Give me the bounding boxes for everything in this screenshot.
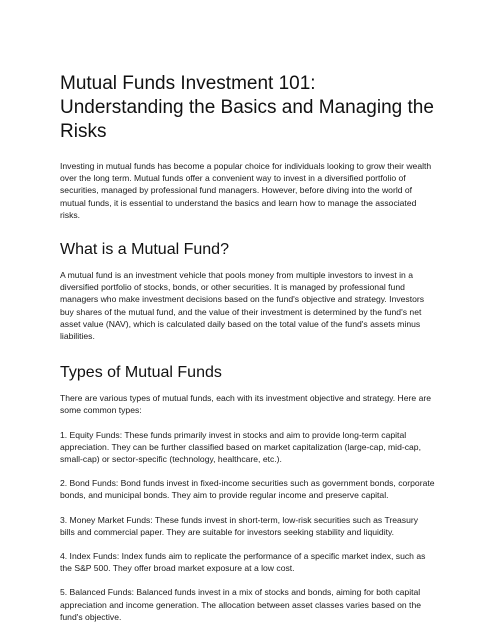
section-heading-what-is: What is a Mutual Fund?	[60, 241, 229, 259]
list-item-money-market-funds: 3. Money Market Funds: These funds invest in short-term, low-risk securities such as Treasury bills and commercial paper. They are suitable for investors seeking stability and liquidity.	[60, 514, 419, 537]
document-title: Mutual Funds Investment 101: Understanding the Basics and Managing the Risks	[60, 73, 434, 142]
types-lead-paragraph: There are various types of mutual funds, each with its investment objective and strategy. Here are some common types:	[60, 393, 431, 416]
list-item-balanced-funds: 5. Balanced Funds: Balanced funds invest in a mix of stocks and bonds, aiming for both capital appreciation and income generation. The allocation between asset classes varies based on the fund's objective.	[60, 587, 422, 622]
definition-paragraph: A mutual fund is an investment vehicle that pools money from multiple investors to invest in a diversified portfolio of stocks, bonds, or other securities. It is managed by professional fund managers who make investment decisions based on the fund's objective and strategy. Investors buy shares of the mutual fund, and the value of their investment is determined by the fund's net asset value (NAV), which is calculated daily based on the total value of the fund's assets minus liabilities.	[60, 270, 425, 342]
intro-paragraph: Investing in mutual funds has become a popular choice for individuals looking to grow their wealth over the long term. Mutual funds offer a convenient way to invest in a diversified portfolio of securities, managed by professional fund managers. However, before diving into the world of mutual funds, it is essential to understand the basics and learn how to manage the associated risks.	[60, 161, 432, 220]
section-heading-types: Types of Mutual Funds	[60, 364, 222, 382]
list-item-equity-funds: 1. Equity Funds: These funds primarily invest in stocks and aim to provide long-term capital appreciation. They can be further classified based on market capitalization (large-cap, mid-cap, small-cap) or sector-specific (technology, healthcare, etc.).	[60, 429, 421, 465]
list-item-bond-funds: 2. Bond Funds: Bond funds invest in fixed-income securities such as government bonds, corporate bonds, and municipal bonds. They aim to provide regular income and preserve capital.	[60, 478, 435, 501]
list-item-index-funds: 4. Index Funds: Index funds aim to replicate the performance of a specific market index, such as the S&P 500. They offer broad market exposure at a low cost.	[60, 551, 426, 574]
